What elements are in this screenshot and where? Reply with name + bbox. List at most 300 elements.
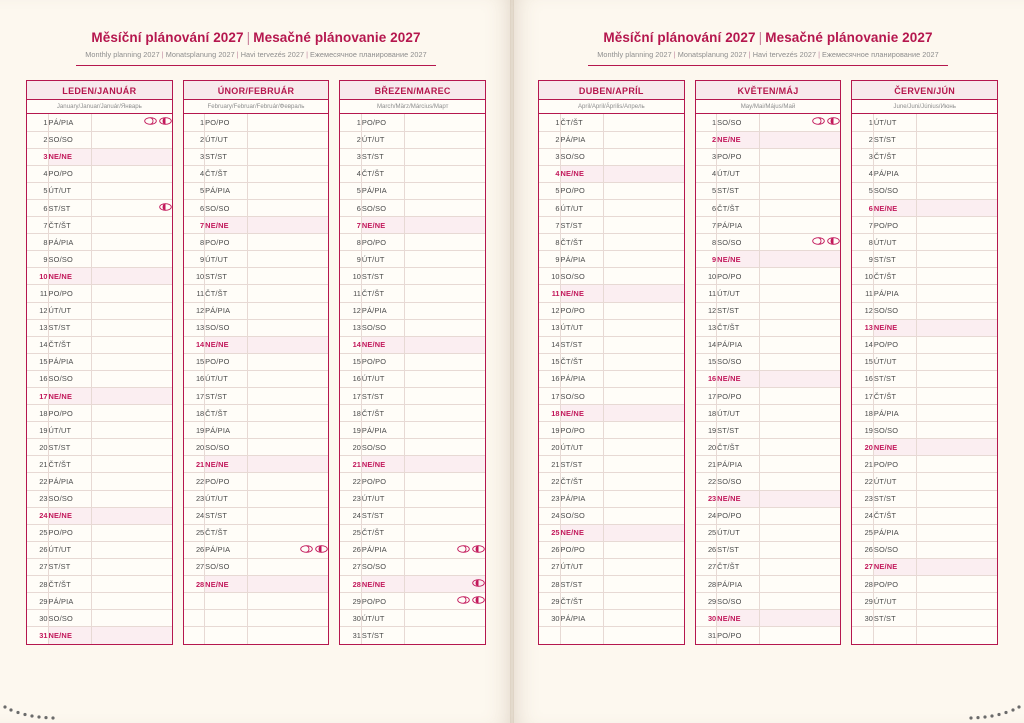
day-note-cell[interactable]	[916, 251, 997, 268]
day-note-cell[interactable]	[916, 353, 997, 370]
day-note-cell[interactable]	[248, 353, 329, 370]
day-row	[539, 370, 684, 387]
day-note-cell[interactable]	[603, 131, 684, 148]
day-note-cell[interactable]	[916, 217, 997, 234]
day-note-cell[interactable]	[916, 541, 997, 558]
day-note-cell[interactable]	[404, 627, 485, 644]
day-note-cell[interactable]	[404, 199, 485, 216]
day-note-cell[interactable]	[916, 285, 997, 302]
day-note-cell[interactable]	[760, 576, 841, 593]
day-row	[27, 217, 172, 234]
day-note-cell[interactable]	[603, 268, 684, 285]
day-note-cell[interactable]	[404, 353, 485, 370]
day-number: 15	[340, 353, 361, 370]
day-note-cell[interactable]	[916, 405, 997, 422]
day-of-week: PO/PO	[560, 541, 603, 558]
day-note-cell[interactable]	[916, 593, 997, 610]
day-note-cell[interactable]	[603, 593, 684, 610]
day-note-cell[interactable]	[760, 319, 841, 336]
day-note-cell[interactable]	[916, 165, 997, 182]
day-note-cell[interactable]	[404, 302, 485, 319]
day-note-cell[interactable]	[91, 285, 172, 302]
day-row	[696, 234, 841, 251]
day-row	[539, 285, 684, 302]
day-number: 10	[27, 268, 48, 285]
day-note-cell[interactable]	[404, 405, 485, 422]
page-title	[538, 30, 998, 45]
day-note-cell[interactable]	[760, 182, 841, 199]
day-note-cell[interactable]	[248, 610, 329, 627]
day-number: 20	[539, 439, 560, 456]
day-row	[696, 319, 841, 336]
day-of-week: ST/ST	[873, 251, 916, 268]
day-note-cell[interactable]	[603, 199, 684, 216]
month-name-translations: January/Januar/Január/Январь	[27, 100, 172, 114]
day-note-cell[interactable]	[760, 285, 841, 302]
day-note-cell[interactable]	[916, 558, 997, 575]
day-note-cell[interactable]	[404, 593, 485, 610]
day-number: 12	[696, 302, 717, 319]
day-note-cell[interactable]	[603, 627, 684, 644]
day-note-cell[interactable]	[916, 199, 997, 216]
day-of-week: ČT/ŠT	[873, 148, 916, 165]
subtitle-separator: |	[306, 50, 309, 59]
day-note-cell[interactable]	[916, 148, 997, 165]
day-note-cell[interactable]	[916, 302, 997, 319]
day-note-cell[interactable]	[916, 422, 997, 439]
page-title-sk: Mesačné plánovanie 2027	[253, 30, 421, 45]
day-number: 17	[340, 388, 361, 405]
day-of-week: ST/ST	[48, 319, 91, 336]
day-note-cell[interactable]	[91, 627, 172, 644]
day-of-week: PO/PO	[48, 524, 91, 541]
day-row	[539, 302, 684, 319]
day-row	[340, 370, 485, 387]
day-note-cell[interactable]	[91, 353, 172, 370]
day-note-cell[interactable]	[91, 131, 172, 148]
day-note-cell[interactable]	[248, 541, 329, 558]
day-number: 3	[27, 148, 48, 165]
day-number: 28	[539, 576, 560, 593]
day-of-week: ÚT/UT	[205, 490, 248, 507]
day-note-cell[interactable]	[91, 336, 172, 353]
day-row	[184, 217, 329, 234]
day-of-week: NE/NE	[361, 456, 404, 473]
day-note-cell[interactable]	[760, 251, 841, 268]
day-row	[340, 234, 485, 251]
day-note-cell[interactable]	[603, 217, 684, 234]
day-note-cell[interactable]	[248, 199, 329, 216]
day-note-cell[interactable]	[760, 524, 841, 541]
day-note-cell[interactable]	[91, 302, 172, 319]
day-note-cell[interactable]	[91, 148, 172, 165]
day-row	[696, 490, 841, 507]
day-note-cell[interactable]	[603, 610, 684, 627]
day-note-cell[interactable]	[916, 388, 997, 405]
day-note-cell[interactable]	[916, 370, 997, 387]
day-note-cell[interactable]	[248, 268, 329, 285]
day-of-week: PÁ/PIA	[560, 131, 603, 148]
day-note-cell[interactable]	[404, 234, 485, 251]
day-note-cell[interactable]	[603, 541, 684, 558]
day-note-cell[interactable]	[760, 114, 841, 131]
month-name-translations: March/März/Március/Март	[340, 100, 485, 114]
day-note-cell[interactable]	[760, 302, 841, 319]
day-note-cell[interactable]	[603, 524, 684, 541]
day-number: 23	[852, 490, 873, 507]
day-note-cell[interactable]	[760, 439, 841, 456]
day-note-cell[interactable]	[603, 234, 684, 251]
day-note-cell[interactable]	[248, 507, 329, 524]
day-note-cell[interactable]	[603, 353, 684, 370]
day-note-cell[interactable]	[248, 473, 329, 490]
day-row	[340, 302, 485, 319]
day-of-week: ST/ST	[717, 541, 760, 558]
day-number: 6	[340, 199, 361, 216]
day-of-week: PÁ/PIA	[560, 370, 603, 387]
day-note-cell[interactable]	[404, 268, 485, 285]
day-row	[696, 353, 841, 370]
day-note-cell[interactable]	[404, 182, 485, 199]
day-note-cell[interactable]	[603, 285, 684, 302]
day-note-cell[interactable]	[91, 439, 172, 456]
day-note-cell[interactable]	[603, 507, 684, 524]
day-number: 6	[852, 199, 873, 216]
day-note-cell[interactable]	[760, 473, 841, 490]
day-note-cell[interactable]	[916, 473, 997, 490]
day-note-cell[interactable]	[404, 165, 485, 182]
day-note-cell[interactable]	[760, 268, 841, 285]
day-note-cell[interactable]	[404, 370, 485, 387]
day-row	[696, 148, 841, 165]
day-of-week: ČT/ŠT	[873, 268, 916, 285]
day-note-cell[interactable]	[916, 610, 997, 627]
day-note-cell[interactable]	[248, 217, 329, 234]
day-note-cell[interactable]	[916, 456, 997, 473]
day-number: 29	[539, 593, 560, 610]
day-note-cell[interactable]	[760, 217, 841, 234]
day-of-week: ČT/ŠT	[205, 165, 248, 182]
day-note-cell[interactable]	[248, 422, 329, 439]
day-of-week: ÚT/UT	[48, 302, 91, 319]
day-note-cell[interactable]	[916, 268, 997, 285]
day-note-cell[interactable]	[91, 610, 172, 627]
day-note-cell[interactable]	[760, 541, 841, 558]
day-note-cell[interactable]	[760, 336, 841, 353]
day-note-cell[interactable]	[404, 422, 485, 439]
day-of-week: ÚT/UT	[873, 353, 916, 370]
day-row	[539, 268, 684, 285]
day-note-cell[interactable]	[404, 541, 485, 558]
day-note-cell[interactable]	[248, 388, 329, 405]
day-note-cell[interactable]	[91, 456, 172, 473]
day-note-cell[interactable]	[404, 336, 485, 353]
day-note-cell[interactable]	[248, 558, 329, 575]
day-note-cell[interactable]	[248, 627, 329, 644]
day-row	[852, 490, 997, 507]
day-number: 7	[539, 217, 560, 234]
day-note-cell[interactable]	[248, 439, 329, 456]
day-note-cell[interactable]	[603, 388, 684, 405]
day-row	[27, 268, 172, 285]
day-note-cell[interactable]	[91, 388, 172, 405]
day-of-week: ST/ST	[873, 610, 916, 627]
day-note-cell[interactable]	[248, 490, 329, 507]
moon-new-icon	[472, 545, 485, 553]
day-note-cell[interactable]	[91, 422, 172, 439]
day-number: 16	[696, 370, 717, 387]
day-note-cell[interactable]	[603, 302, 684, 319]
day-row	[184, 490, 329, 507]
day-row	[184, 473, 329, 490]
day-row	[340, 336, 485, 353]
month-block	[339, 80, 486, 645]
day-note-cell[interactable]	[91, 268, 172, 285]
day-note-cell[interactable]	[760, 148, 841, 165]
day-number: 3	[696, 148, 717, 165]
day-note-cell[interactable]	[760, 234, 841, 251]
day-note-cell[interactable]	[404, 217, 485, 234]
day-of-week: PO/PO	[873, 217, 916, 234]
day-note-cell[interactable]	[248, 336, 329, 353]
day-note-cell[interactable]	[248, 456, 329, 473]
day-note-cell[interactable]	[603, 558, 684, 575]
day-of-week: PÁ/PIA	[48, 593, 91, 610]
day-of-week: ÚT/UT	[560, 319, 603, 336]
day-row	[27, 131, 172, 148]
day-number: 5	[340, 182, 361, 199]
day-note-cell[interactable]	[603, 473, 684, 490]
day-row	[340, 558, 485, 575]
day-note-cell[interactable]	[248, 234, 329, 251]
day-note-cell[interactable]	[248, 593, 329, 610]
page-title-cs: Měsíční plánování 2027	[603, 30, 756, 45]
month-name: DUBEN/APRÍL	[539, 81, 684, 100]
day-note-cell[interactable]	[760, 199, 841, 216]
day-note-cell[interactable]	[404, 456, 485, 473]
day-note-cell[interactable]	[91, 182, 172, 199]
day-of-week: ČT/ŠT	[48, 576, 91, 593]
day-note-cell[interactable]	[603, 576, 684, 593]
day-note-cell[interactable]	[248, 165, 329, 182]
day-note-cell[interactable]	[603, 456, 684, 473]
day-row	[27, 336, 172, 353]
day-number: 22	[852, 473, 873, 490]
day-row	[340, 490, 485, 507]
day-of-week: ST/ST	[717, 182, 760, 199]
day-number: 11	[539, 285, 560, 302]
day-note-cell[interactable]	[248, 182, 329, 199]
day-number: 21	[539, 456, 560, 473]
day-note-cell[interactable]	[760, 490, 841, 507]
day-of-week: PÁ/PIA	[48, 114, 91, 131]
day-number: 7	[340, 217, 361, 234]
day-note-cell[interactable]	[760, 610, 841, 627]
day-row	[184, 439, 329, 456]
day-note-cell[interactable]	[916, 336, 997, 353]
day-note-cell[interactable]	[404, 388, 485, 405]
day-of-week: ÚT/UT	[361, 610, 404, 627]
day-note-cell[interactable]	[916, 114, 997, 131]
day-number: 31	[696, 627, 717, 644]
day-note-cell[interactable]	[603, 148, 684, 165]
day-note-cell[interactable]	[248, 251, 329, 268]
day-of-week: SO/SO	[205, 558, 248, 575]
day-row	[184, 165, 329, 182]
day-note-cell[interactable]	[760, 422, 841, 439]
day-of-week: PO/PO	[717, 268, 760, 285]
day-note-cell[interactable]	[760, 353, 841, 370]
day-note-cell[interactable]	[91, 558, 172, 575]
day-row	[27, 576, 172, 593]
day-row	[696, 558, 841, 575]
day-of-week: PO/PO	[873, 336, 916, 353]
day-note-cell[interactable]	[603, 336, 684, 353]
day-row	[340, 507, 485, 524]
day-row	[340, 541, 485, 558]
day-note-cell[interactable]	[248, 302, 329, 319]
day-row	[184, 405, 329, 422]
day-note-cell[interactable]	[248, 319, 329, 336]
day-note-cell[interactable]	[760, 627, 841, 644]
day-note-cell[interactable]	[916, 507, 997, 524]
day-note-cell[interactable]	[760, 558, 841, 575]
day-of-week: ČT/ŠT	[361, 405, 404, 422]
day-note-cell[interactable]	[760, 131, 841, 148]
corner-dots-decoration-right	[962, 661, 1022, 721]
day-note-cell[interactable]	[404, 507, 485, 524]
day-number: 4	[696, 165, 717, 182]
day-note-cell[interactable]	[603, 182, 684, 199]
day-note-cell[interactable]	[603, 405, 684, 422]
day-note-cell[interactable]	[760, 165, 841, 182]
day-row	[539, 182, 684, 199]
day-note-cell[interactable]	[91, 473, 172, 490]
day-note-cell[interactable]	[91, 576, 172, 593]
day-of-week: ÚT/UT	[717, 165, 760, 182]
day-row	[184, 251, 329, 268]
day-of-week: ČT/ŠT	[717, 199, 760, 216]
day-note-cell[interactable]	[91, 507, 172, 524]
day-number: 10	[340, 268, 361, 285]
day-of-week: ČT/ŠT	[560, 234, 603, 251]
day-note-cell[interactable]	[248, 405, 329, 422]
day-note-cell[interactable]	[916, 524, 997, 541]
day-note-cell[interactable]	[916, 439, 997, 456]
day-note-cell[interactable]	[248, 285, 329, 302]
day-number: 22	[27, 473, 48, 490]
day-row	[27, 473, 172, 490]
day-note-cell[interactable]	[603, 165, 684, 182]
day-note-cell[interactable]	[91, 165, 172, 182]
day-row	[340, 199, 485, 216]
subtitle-separator: |	[818, 50, 821, 59]
day-number: 26	[184, 541, 205, 558]
day-note-cell[interactable]	[91, 114, 172, 131]
day-note-cell[interactable]	[91, 251, 172, 268]
day-number: 11	[340, 285, 361, 302]
day-note-cell[interactable]	[404, 319, 485, 336]
day-note-cell[interactable]	[91, 217, 172, 234]
day-note-cell[interactable]	[91, 541, 172, 558]
day-note-cell[interactable]	[404, 524, 485, 541]
day-note-cell[interactable]	[603, 422, 684, 439]
day-note-cell[interactable]	[248, 576, 329, 593]
day-note-cell[interactable]	[760, 370, 841, 387]
day-number: 16	[340, 370, 361, 387]
day-note-cell[interactable]	[603, 439, 684, 456]
day-note-cell[interactable]	[603, 490, 684, 507]
day-note-cell[interactable]	[91, 593, 172, 610]
day-note-cell[interactable]	[404, 576, 485, 593]
day-of-week: ST/ST	[205, 148, 248, 165]
day-of-week: SO/SO	[873, 422, 916, 439]
day-note-cell[interactable]	[404, 251, 485, 268]
day-note-cell[interactable]	[760, 507, 841, 524]
day-note-cell[interactable]	[91, 234, 172, 251]
day-row	[852, 370, 997, 387]
day-row	[696, 388, 841, 405]
day-note-cell[interactable]	[404, 490, 485, 507]
right-page	[512, 0, 1024, 723]
day-note-cell[interactable]	[404, 439, 485, 456]
day-note-cell[interactable]	[404, 473, 485, 490]
day-note-cell[interactable]	[404, 285, 485, 302]
day-number: 13	[340, 319, 361, 336]
day-row	[27, 251, 172, 268]
day-number: 15	[852, 353, 873, 370]
day-note-cell[interactable]	[760, 405, 841, 422]
day-of-week: ST/ST	[361, 388, 404, 405]
day-note-cell[interactable]	[916, 576, 997, 593]
day-note-cell[interactable]	[248, 370, 329, 387]
day-note-cell[interactable]	[91, 199, 172, 216]
day-of-week	[205, 593, 248, 610]
day-note-cell[interactable]	[404, 610, 485, 627]
day-of-week: SO/SO	[361, 558, 404, 575]
day-note-cell[interactable]	[760, 456, 841, 473]
day-note-cell[interactable]	[404, 148, 485, 165]
day-note-cell[interactable]	[916, 319, 997, 336]
day-row	[539, 131, 684, 148]
day-note-cell[interactable]	[603, 319, 684, 336]
day-note-cell[interactable]	[603, 251, 684, 268]
day-note-cell[interactable]	[404, 131, 485, 148]
day-note-cell[interactable]	[916, 182, 997, 199]
day-note-cell[interactable]	[760, 388, 841, 405]
day-note-cell[interactable]	[91, 524, 172, 541]
day-of-week: SO/SO	[205, 439, 248, 456]
day-note-cell[interactable]	[916, 131, 997, 148]
day-note-cell[interactable]	[760, 593, 841, 610]
day-note-cell[interactable]	[916, 490, 997, 507]
day-note-cell[interactable]	[404, 558, 485, 575]
day-note-cell[interactable]	[91, 405, 172, 422]
day-note-cell[interactable]	[248, 131, 329, 148]
day-note-cell[interactable]	[91, 370, 172, 387]
day-note-cell[interactable]	[603, 370, 684, 387]
day-note-cell[interactable]	[404, 114, 485, 131]
day-note-cell[interactable]	[91, 319, 172, 336]
day-note-cell[interactable]	[603, 114, 684, 131]
day-note-cell[interactable]	[248, 148, 329, 165]
day-note-cell[interactable]	[916, 627, 997, 644]
day-note-cell[interactable]	[248, 524, 329, 541]
day-note-cell[interactable]	[916, 234, 997, 251]
day-row	[340, 388, 485, 405]
day-note-cell[interactable]	[91, 490, 172, 507]
day-note-cell[interactable]	[248, 114, 329, 131]
